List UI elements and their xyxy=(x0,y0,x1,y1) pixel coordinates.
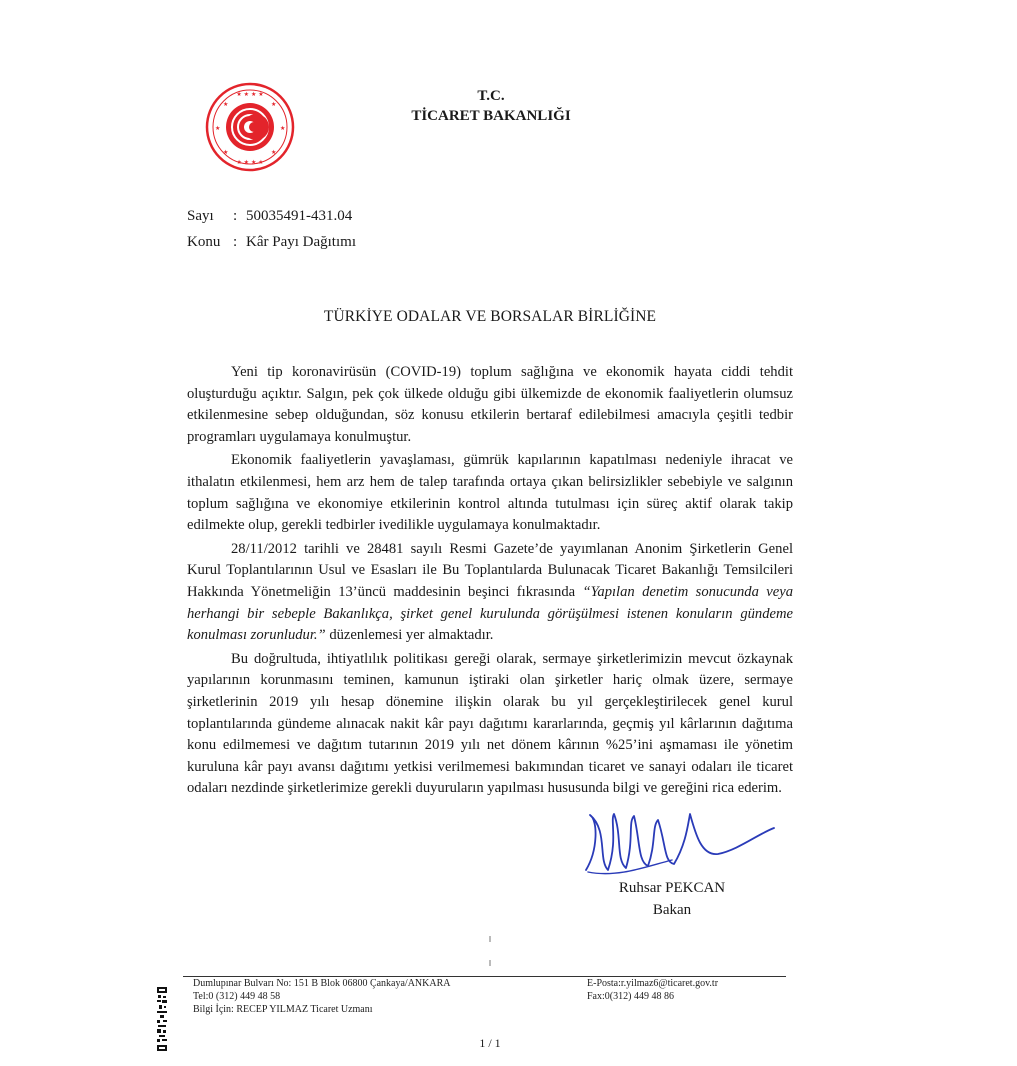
signatory-title: Bakan xyxy=(652,902,692,918)
konu-separator: : xyxy=(233,234,238,250)
sayi-value: 50035491-431.04 xyxy=(246,208,353,224)
scan-mark xyxy=(489,960,491,966)
header-tc: T.C. xyxy=(477,88,505,104)
page-number: 1 / 1 xyxy=(479,1036,501,1050)
svg-text:★: ★ xyxy=(223,101,229,108)
svg-text:★: ★ xyxy=(215,125,221,132)
svg-text:★: ★ xyxy=(271,101,277,108)
konu-label: Konu xyxy=(187,234,221,250)
barcode-icon xyxy=(157,987,167,1051)
p3-regulation-quote: “Yapılan denetim sonucunda veya herhangi bir sebeple Bakanlıkça, şirket genel kurulunda görüşülmesi istenen konuların gündeme konulması zorunludur.” xyxy=(187,583,793,644)
header-ministry-name: TİCARET BAKANLIĞI xyxy=(411,108,571,124)
handwritten-signature xyxy=(578,800,788,890)
footer-contact-left xyxy=(193,977,450,1016)
body-paragraph-2: Ekonomik faaliyetlerin yavaşlaması, gümrük kapılarının kapatılması nedeniyle ihracat ve ithalatın etkilenmesi, hem arz hem de talep tarafında ortaya çıkan belirsizlikler sebebiyle ve salgının toplum sağlığına ve ekonomiye etkilerinin kontrol altında tutulması için süreç aktif olarak takip edilmekte olup, gerekli tedbirler ivedilikle uygulamaya konulmaktadır. xyxy=(187,452,793,534)
footer-address: Dumlupınar Bulvarı No: 151 B Blok 06800 Çankaya/ANKARA xyxy=(193,978,451,989)
footer-email: E-Posta:r.yilmaz6@ticaret.gov.tr xyxy=(587,978,719,989)
svg-text:★ ★ ★ ★: ★ ★ ★ ★ xyxy=(236,159,264,166)
sayi-separator: : xyxy=(233,208,238,224)
p3-text-before: 28/11/2012 tarihli ve 28481 sayılı Resmi Gazete’de yayımlanan Anonim Şirketlerin Genel Kurul Toplantılarının Usul ve Esasları ile Bu Toplantılarda Bulunacak Ticaret Bakanlığı Temsilcileri Hakkında Yönetmeliğin 13’üncü maddesinin beşinci fıkrasında xyxy=(187,540,793,600)
p3-text-after: düzenlemesi yer almaktadır. xyxy=(325,627,494,644)
signatory-name: Ruhsar PEKCAN xyxy=(618,880,726,896)
body-paragraph-1: Yeni tip koronavirüsün (COVID-19) toplum sağlığına ve ekonomik hayata ciddi tehdit oluşturduğu açıktır. Salgın, pek çok ülkede olduğu gibi ülkemizde de ekonomik faaliyetlerin olumsuz etkilenmesine sebep olduğundan, söz konusu etkilerin bertaraf edilebilmesi amacıyla çeşitli tedbir programları uygulamaya konulmuştur. xyxy=(187,364,793,445)
svg-text:★: ★ xyxy=(271,149,277,156)
sayi-label: Sayı xyxy=(187,208,214,224)
svg-text:★: ★ xyxy=(280,125,286,132)
ministry-seal-logo xyxy=(205,82,295,172)
svg-text:★ ★ ★ ★: ★ ★ ★ ★ xyxy=(236,91,264,98)
footer-fax: Fax:0(312) 449 48 86 xyxy=(587,991,674,1002)
scan-mark xyxy=(489,936,491,942)
footer-contact-right xyxy=(587,977,718,1003)
body-paragraph-3 xyxy=(187,539,793,647)
footer-tel: Tel:0 (312) 449 48 58 xyxy=(193,991,281,1002)
addressee: TÜRKİYE ODALAR VE BORSALAR BİRLİĞİNE xyxy=(323,308,657,325)
body-paragraph-4: Bu doğrultuda, ihtiyatlılık politikası gereği olarak, sermaye şirketlerimizin mevcut özkaynak yapılarının korunmasını teminen, kamunun iştiraki olan şirketler hariç olmak üzere, sermaye şirketlerinin 2019 yılı hesap dönemine ilişkin olarak bu yıl gerçekleştirilecek genel kurul toplantılarında gündeme alınacak nakit kâr payı dağıtımı kararlarında, geçmiş yıl kârlarının dağıtıma konu edilmemesi ve dağıtım tutarının 2019 yılı net dönem kârının %25’ini aşmaması ile yönetim kuruluna kâr payı avansı dağıtımı yetkisi verilmemesi bakımından ticaret ve sanayi odaları ile ticaret odaları nezdinde şirketlerimize gerekli duyuruların yapılması hususunda bilgi ve gereğini rica ederim. xyxy=(187,650,793,797)
konu-value: Kâr Payı Dağıtımı xyxy=(246,234,356,250)
footer-info: Bilgi İçin: RECEP YILMAZ Ticaret Uzmanı xyxy=(193,1004,373,1015)
meta-konu xyxy=(187,234,356,251)
svg-text:★: ★ xyxy=(223,149,229,156)
meta-sayi xyxy=(187,208,352,225)
letter-body xyxy=(187,362,793,802)
